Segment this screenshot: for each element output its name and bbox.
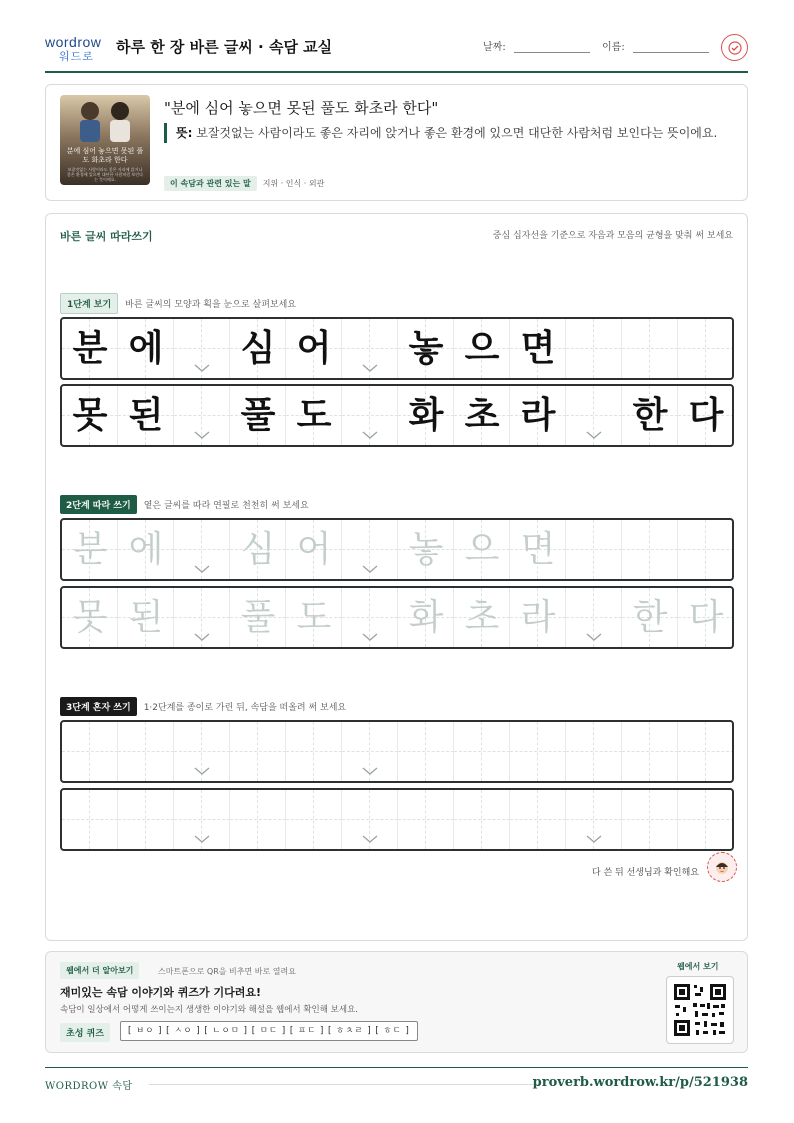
grid-cell: [678, 386, 734, 445]
grid-character: 놓: [408, 529, 444, 570]
proverb-card: [45, 84, 748, 201]
grid-cell[interactable]: [118, 790, 174, 849]
date-label: 날짜:: [483, 42, 506, 53]
grid-cell[interactable]: [398, 790, 454, 849]
approval-stamp-icon: [721, 34, 748, 61]
writing-row: [60, 384, 734, 447]
grid-cell: [286, 386, 342, 445]
grid-cell[interactable]: [678, 588, 734, 647]
grid-cell[interactable]: [62, 790, 118, 849]
space-mark-icon: [194, 363, 210, 373]
logo-text: wordrow: [45, 34, 102, 50]
grid-cell[interactable]: [566, 722, 622, 781]
proverb-illustration: [60, 95, 150, 185]
web-tag-sub: 스마트폰으로 QR을 비추면 바로 열려요: [158, 967, 296, 976]
space-mark-icon: [586, 430, 602, 440]
name-field[interactable]: [602, 38, 709, 53]
related-label: 이 속담과 관련 있는 말: [164, 176, 257, 191]
grid-cell[interactable]: [174, 588, 230, 647]
grid-cell[interactable]: [286, 722, 342, 781]
page-header: [45, 26, 748, 73]
grid-cell: [62, 319, 118, 378]
grid-character: 초: [464, 597, 500, 638]
grid-cell: [174, 386, 230, 445]
space-mark-icon: [194, 564, 210, 574]
grid-cell[interactable]: [622, 520, 678, 579]
practice-title: 바른 글씨 따라쓰기: [60, 230, 153, 243]
step-3-desc: 1·2단계를 종이로 가린 뒤, 속담을 떠올려 써 보세요: [143, 703, 347, 713]
space-mark-icon: [194, 834, 210, 844]
grid-cell[interactable]: [342, 790, 398, 849]
grid-cell: [174, 319, 230, 378]
space-mark-icon: [194, 632, 210, 642]
grid-character: 한: [632, 395, 668, 436]
teacher-icon: [707, 852, 737, 882]
practice-note: 중심 십자선을 기준으로 자음과 모음의 균형을 맞춰 써 보세요: [492, 231, 733, 241]
date-field[interactable]: [483, 38, 590, 53]
grid-character: 다: [688, 395, 724, 436]
footer-url[interactable]: proverb.wordrow.kr/p/521938: [532, 1075, 748, 1090]
footer-brand: WORDROW 속담: [45, 1081, 133, 1092]
grid-character: 분: [72, 328, 108, 369]
step-3-badge: 3단계 혼자 쓰기: [60, 697, 137, 716]
grid-character: 다: [688, 597, 724, 638]
check-note: 다 쓴 뒤 선생님과 확인해요: [591, 868, 699, 878]
grid-character: 놓: [408, 328, 444, 369]
grid-cell[interactable]: [622, 588, 678, 647]
grid-cell: [454, 386, 510, 445]
related-words: [164, 176, 324, 191]
grid-cell: [230, 319, 286, 378]
space-mark-icon: [362, 632, 378, 642]
grid-character: 풀: [240, 597, 276, 638]
writing-row: [60, 317, 734, 380]
space-mark-icon: [362, 564, 378, 574]
grid-cell: [118, 319, 174, 378]
grid-cell[interactable]: [678, 790, 734, 849]
logo-subtext: 워드로: [59, 50, 94, 63]
grid-character: 분: [72, 529, 108, 570]
grid-cell[interactable]: [622, 790, 678, 849]
footer-divider: [149, 1084, 539, 1085]
space-mark-icon: [362, 834, 378, 844]
web-headline: 재미있는 속담 이야기와 퀴즈가 기다려요!: [60, 986, 261, 999]
grid-cell[interactable]: [678, 722, 734, 781]
grid-cell: [454, 319, 510, 378]
grid-cell: [622, 386, 678, 445]
grid-cell: [62, 386, 118, 445]
space-mark-icon: [362, 363, 378, 373]
grid-cell: [230, 386, 286, 445]
grid-cell[interactable]: [454, 722, 510, 781]
name-label: 이름:: [602, 42, 625, 53]
grid-cell[interactable]: [174, 790, 230, 849]
proverb-title: "분에 심어 놓으면 못된 풀도 화초라 한다": [164, 99, 439, 117]
related-list: 지위 · 인식 · 외관: [262, 179, 325, 188]
step-2-desc: 옅은 글씨를 따라 연필로 천천히 써 보세요: [143, 501, 309, 511]
grid-character: 어: [296, 328, 332, 369]
page-footer: [45, 1067, 748, 1097]
grid-cell[interactable]: [62, 722, 118, 781]
qr-label: 웹에서 보기: [677, 962, 719, 971]
space-mark-icon: [194, 430, 210, 440]
grid-character: 으: [464, 328, 500, 369]
grid-character: 못: [72, 395, 108, 436]
grid-cell: [342, 319, 398, 378]
web-tag: 웹에서 더 알아보기: [60, 962, 139, 979]
grid-cell: [678, 319, 734, 378]
grid-cell[interactable]: [566, 588, 622, 647]
grid-character: 에: [128, 328, 164, 369]
grid-cell[interactable]: [342, 722, 398, 781]
grid-cell: [510, 319, 566, 378]
grid-cell[interactable]: [342, 520, 398, 579]
space-mark-icon: [362, 766, 378, 776]
page-title: 하루 한 장 바른 글씨 · 속담 교실: [116, 38, 333, 56]
proverb-meaning: [164, 123, 734, 143]
space-mark-icon: [362, 430, 378, 440]
grid-cell[interactable]: [230, 722, 286, 781]
grid-character: 초: [464, 395, 500, 436]
grid-cell[interactable]: [454, 790, 510, 849]
name-line[interactable]: [633, 41, 709, 53]
step-1-header: [60, 293, 296, 314]
grid-cell: [510, 386, 566, 445]
grid-cell[interactable]: [286, 520, 342, 579]
grid-cell[interactable]: [566, 520, 622, 579]
grid-character: 면: [520, 328, 556, 369]
grid-character: 심: [240, 529, 276, 570]
grid-character: 심: [240, 328, 276, 369]
grid-character: 된: [128, 597, 164, 638]
grid-cell: [566, 386, 622, 445]
grid-character: 한: [632, 597, 668, 638]
date-line[interactable]: [514, 41, 590, 53]
grid-character: 라: [520, 597, 556, 638]
meaning-text: 보잘것없는 사람이라도 좋은 자리에 앉거나 좋은 환경에 있으면 대단한 사람처럼 보인다는 뜻이에요.: [196, 126, 718, 140]
step-1-desc: 바른 글씨의 모양과 획을 눈으로 살펴보세요: [125, 300, 296, 310]
grid-cell[interactable]: [118, 588, 174, 647]
grid-cell[interactable]: [566, 790, 622, 849]
grid-character: 라: [520, 395, 556, 436]
meaning-label: 뜻:: [176, 126, 193, 140]
writing-row[interactable]: [60, 720, 734, 783]
grid-cell[interactable]: [174, 520, 230, 579]
grid-cell[interactable]: [622, 722, 678, 781]
web-description: 속담이 일상에서 어떻게 쓰이는지 생생한 이야기와 해설을 웹에서 확인해 보세요.: [60, 1005, 358, 1015]
writing-row[interactable]: [60, 586, 734, 649]
writing-row[interactable]: [60, 788, 734, 851]
grid-character: 으: [464, 529, 500, 570]
grid-cell[interactable]: [454, 588, 510, 647]
grid-cell: [286, 319, 342, 378]
grid-character: 풀: [240, 395, 276, 436]
grid-cell[interactable]: [510, 790, 566, 849]
grid-cell: [342, 386, 398, 445]
grid-character: 도: [296, 597, 332, 638]
grid-cell[interactable]: [174, 722, 230, 781]
qr-code[interactable]: [666, 976, 734, 1044]
grid-cell[interactable]: [118, 722, 174, 781]
grid-cell: [398, 319, 454, 378]
space-mark-icon: [194, 766, 210, 776]
grid-cell[interactable]: [286, 790, 342, 849]
grid-cell[interactable]: [510, 520, 566, 579]
grid-cell[interactable]: [398, 588, 454, 647]
grid-cell[interactable]: [230, 790, 286, 849]
step-3-header: [60, 697, 346, 716]
step-2-badge: 2단계 따라 쓰기: [60, 495, 137, 514]
step-2-header: [60, 495, 309, 514]
practice-section: [45, 213, 748, 941]
illustration-subcaption: 보잘것없는 사람이라도 좋은 자리에 앉거나 좋은 환경에 있으면 대단한 사람처럼 보인다는 뜻이에요.: [67, 167, 143, 182]
illustration-caption: 분에 심어 놓으면 못된 풀도 화초라 한다: [66, 147, 144, 164]
grid-cell[interactable]: [230, 520, 286, 579]
grid-character: 면: [520, 529, 556, 570]
space-mark-icon: [586, 632, 602, 642]
grid-character: 못: [72, 597, 108, 638]
wordrow-logo: [45, 34, 107, 63]
grid-cell[interactable]: [398, 722, 454, 781]
grid-cell[interactable]: [398, 520, 454, 579]
grid-cell[interactable]: [230, 588, 286, 647]
grid-cell[interactable]: [510, 588, 566, 647]
web-promo-box: [45, 951, 748, 1053]
grid-cell[interactable]: [62, 520, 118, 579]
grid-character: 된: [128, 395, 164, 436]
quiz-label: 초성 퀴즈: [60, 1023, 110, 1042]
grid-cell: [118, 386, 174, 445]
grid-character: 에: [128, 529, 164, 570]
step-1-badge: 1단계 보기: [60, 293, 118, 314]
space-mark-icon: [586, 834, 602, 844]
grid-cell[interactable]: [118, 520, 174, 579]
grid-character: 도: [296, 395, 332, 436]
grid-cell: [398, 386, 454, 445]
initial-consonant-quiz: [ ㅂㅇ ] [ ㅅㅇ ] [ ㄴㅇㅁ ] [ ㅁㄷ ] [ ㅍㄷ ] [ ㅎㅊㄹ ] [ ㅎㄷ ]: [120, 1021, 418, 1041]
grid-cell[interactable]: [286, 588, 342, 647]
grid-cell[interactable]: [678, 520, 734, 579]
grid-character: 화: [408, 597, 444, 638]
writing-row[interactable]: [60, 518, 734, 581]
grid-cell: [622, 319, 678, 378]
grid-character: 어: [296, 529, 332, 570]
grid-character: 화: [408, 395, 444, 436]
qr-code-icon: [667, 977, 733, 1043]
grid-cell: [566, 319, 622, 378]
grid-cell[interactable]: [342, 588, 398, 647]
grid-cell[interactable]: [510, 722, 566, 781]
grid-cell[interactable]: [62, 588, 118, 647]
grid-cell[interactable]: [454, 520, 510, 579]
